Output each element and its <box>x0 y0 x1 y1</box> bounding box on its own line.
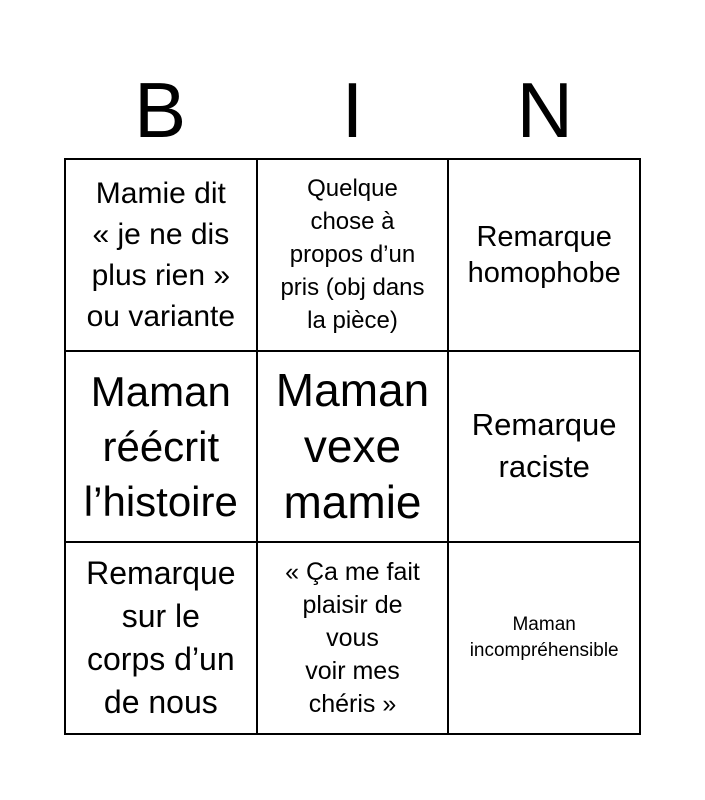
cell-text: Maman vexe mamie <box>275 364 430 529</box>
bingo-cell-5[interactable] <box>258 352 450 544</box>
cell-text: Maman incompréhensible <box>469 614 619 662</box>
header-letter-n: N <box>516 66 573 154</box>
bingo-cell-9[interactable] <box>449 543 641 735</box>
bingo-cell-7[interactable] <box>66 543 258 735</box>
header-letter-i: I <box>341 66 364 154</box>
header-letter-b: B <box>134 66 187 154</box>
bingo-grid <box>64 158 641 735</box>
bingo-cell-8[interactable] <box>258 543 450 735</box>
bingo-cell-6[interactable] <box>449 352 641 544</box>
cell-text: Remarque homophobe <box>467 220 621 289</box>
cell-text: Quelque chose à propos d’un pris (obj dans la pièce) <box>280 175 425 335</box>
cell-text: Remarque sur le corps d’un de nous <box>86 555 236 721</box>
cell-text: Maman réécrit l’histoire <box>83 367 238 525</box>
bingo-header <box>64 62 641 158</box>
cell-text: Remarque raciste <box>471 407 617 485</box>
cell-text: « Ça me fait plaisir de vous voir mes chéris » <box>285 557 420 718</box>
bingo-cell-3[interactable] <box>449 160 641 352</box>
bingo-cell-2[interactable] <box>258 160 450 352</box>
bingo-cell-1[interactable] <box>66 160 258 352</box>
cell-text: Mamie dit « je ne dis plus rien » ou variante <box>86 176 236 333</box>
bingo-cell-4[interactable] <box>66 352 258 544</box>
